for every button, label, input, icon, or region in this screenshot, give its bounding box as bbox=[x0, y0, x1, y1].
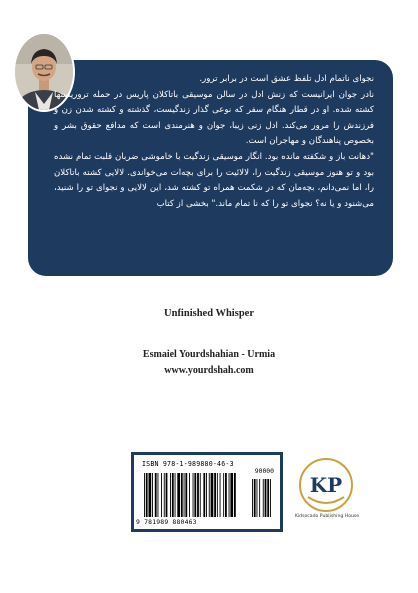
book-title: Unfinished Whisper bbox=[164, 308, 254, 319]
publisher-logo-text: KP bbox=[309, 473, 343, 497]
blurb-paragraph: نجوای ناتمام ادل تلفظ عشق است در برابر ترور. bbox=[199, 74, 374, 84]
isbn-barcode bbox=[131, 452, 283, 532]
blurb-text bbox=[54, 72, 374, 212]
barcode-digits: 9 781989 880463 bbox=[136, 518, 197, 526]
barcode-digits-row bbox=[136, 518, 278, 526]
website-link[interactable]: www.yourdshah.com bbox=[164, 365, 254, 376]
barcode-bars bbox=[142, 469, 278, 519]
publisher-name: Kidsocado Publishing House bbox=[294, 514, 360, 519]
isbn-label bbox=[142, 460, 234, 468]
blurb-paragraph: نادر جوان ایرانیست که زنش ادل در سالن موسیقی باتاکلان پاریس در حمله تروریستها کشته شده. او در قطار هنگام سفر که نوعی گذار زندگیست، گذشته و کشته شدن زن و فرزندش را مرور می‌کند. ادل زنی زیبا، جوان و هنرمندی است که مدافع حقوق بشر و بخصوص پناهندگان و مهاجران است. bbox=[54, 89, 374, 147]
publisher-logo-icon bbox=[298, 457, 354, 513]
isbn-number: ISBN 978-1-989880-46-3 bbox=[142, 460, 234, 468]
price-code: 90000 bbox=[254, 467, 274, 475]
author-line: Esmaiel Yourdshahian - Urmia bbox=[142, 349, 276, 360]
blurb-paragraph: "دهانت باز و شکفته مانده بود. انگار موسیقی زندگیت با خاموشی ضربان قلبت تمام نشده بود و تو هنوز موسیقی زندگیت را، لالائیت را برای بچه‌ات می‌خواندی. لالایی کشته باتاکلان را، اما نمی‌دانم، بچه‌مان که در شکمت همراه تو کشته شد، این لالایی و نجوای تو را شنید، می‌شنود و یا نه؟ نجوای تو را که نا تمام ماند." بخشی از کتاب bbox=[54, 151, 374, 209]
